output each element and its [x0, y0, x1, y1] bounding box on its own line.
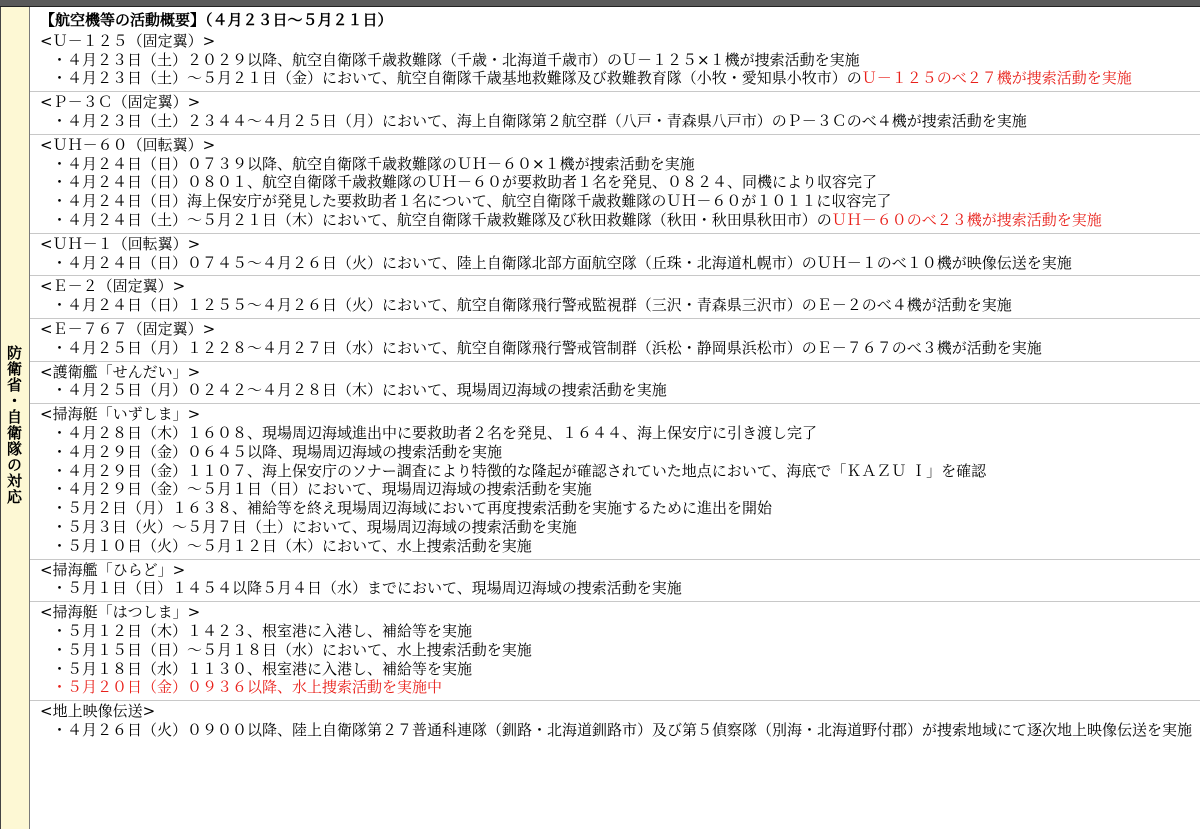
- section-title: <Ｅ－７６７（固定翼）>: [40, 319, 216, 338]
- section-title: <地上映像伝送>: [40, 702, 156, 721]
- section-divider: [30, 134, 1200, 135]
- list-item: [40, 381, 1200, 400]
- section-list: [40, 32, 1200, 740]
- item-text: ・４月２４日（土）～５月２１日（木）において、航空自衛隊千歳救難隊及び秋田救難隊（秋田・秋田県秋田市）の: [52, 210, 832, 229]
- section-divider: [30, 91, 1200, 92]
- list-item: [40, 424, 1200, 443]
- item-text: ・５月３日（火）～５月７日（土）において、現場周辺海域の捜索活動を実施: [52, 517, 577, 536]
- list-item: [40, 296, 1200, 315]
- item-text: ・４月２９日（金）０６４５以降、現場周辺海域の捜索活動を実施: [52, 442, 503, 461]
- summary-heading: 【航空機等の活動概要】（４月２３日～５月２１日）: [40, 11, 393, 29]
- item-text: ・５月１日（日）１４５４以降５月４日（水）までにおいて、現場周辺海域の捜索活動を実施: [52, 579, 682, 598]
- section-divider: [30, 403, 1200, 404]
- section-block: [40, 702, 1200, 740]
- item-text: ・４月２４日（日）０７３９以降、航空自衛隊千歳救難隊のＵＨ－６０×１機が捜索活動を実施: [52, 154, 695, 173]
- section-title: <Ｅ－２（固定翼）>: [40, 277, 186, 296]
- section-divider: [30, 318, 1200, 319]
- item-text: ・４月２３日（土）２３４４～４月２５日（月）において、海上自衛隊第２航空群（八戸・青森県八戸市）のＰ－３Ｃのべ４機が捜索活動を実施: [52, 111, 1027, 130]
- item-text: ・４月２４日（日）０８０１、航空自衛隊千歳救難隊のＵＨ－６０が要救助者１名を発見、０８２４、同機により収容完了: [52, 173, 878, 192]
- list-item: [40, 254, 1200, 273]
- section-divider: [30, 233, 1200, 234]
- section-block: [40, 235, 1200, 273]
- item-text: ・４月２３日（土）２０２９以降、航空自衛隊千歳救難隊（千歳・北海道千歳市）のＵ－１２５×１機が捜索活動を実施: [52, 50, 860, 69]
- list-item: [40, 721, 1200, 740]
- list-item: [40, 112, 1200, 131]
- item-text: ・４月２５日（月）１２２８～４月２７日（水）において、航空自衛隊飛行警戒管制群（浜松・静岡県浜松市）のＥ－７６７のべ３機が活動を実施: [52, 338, 1042, 357]
- section-title: <ＵＨ－６０（回転翼）>: [40, 135, 216, 154]
- list-item: [40, 499, 1200, 518]
- item-text: ・５月１８日（水）１１３０、根室港に入港し、補給等を実施: [52, 659, 473, 678]
- section-title: <掃海艇「はつしま」>: [40, 603, 201, 622]
- section-title: <ＵＨ－１（回転翼）>: [40, 234, 201, 253]
- section-block: [40, 363, 1200, 401]
- section-divider: [30, 275, 1200, 276]
- item-text: ・５月１２日（木）１４２３、根室港に入港し、補給等を実施: [52, 621, 473, 640]
- section-block: [40, 136, 1200, 230]
- highlighted-text: ・５月２０日（金）０９３６以降、水上捜索活動を実施中: [52, 678, 443, 697]
- section-block: [40, 277, 1200, 315]
- section-title: <Ｐ－３Ｃ（固定翼）>: [40, 93, 201, 112]
- item-text: ・４月２４日（日）海上保安庁が発見した要救助者１名について、航空自衛隊千歳救難隊のＵＨ－６０が１０１１に収容完了: [52, 192, 892, 211]
- item-text: ・５月１０日（火）～５月１２日（木）において、水上捜索活動を実施: [52, 536, 532, 555]
- list-item: [40, 155, 1200, 174]
- item-text: ・５月１５日（日）～５月１８日（水）において、水上捜索活動を実施: [52, 640, 532, 659]
- report-table: [0, 7, 1200, 829]
- list-item: [40, 211, 1200, 230]
- section-title: <掃海艇「いずしま」>: [40, 405, 201, 424]
- item-text: ・５月２日（月）１６３８、補給等を終え現場周辺海域において再度捜索活動を実施するために進出を開始: [52, 499, 773, 518]
- highlighted-text: Ｕ－１２５のべ２７機が捜索活動を実施: [861, 69, 1132, 88]
- list-item: [40, 192, 1200, 211]
- list-item: [40, 480, 1200, 499]
- section-divider: [30, 700, 1200, 701]
- section-block: [40, 93, 1200, 131]
- section-divider: [30, 559, 1200, 560]
- item-text: ・４月２３日（土）～５月２１日（金）において、航空自衛隊千歳基地救難隊及び救難教育隊（小牧・愛知県小牧市）の: [52, 69, 862, 88]
- item-text: ・４月２４日（日）１２５５～４月２６日（火）において、航空自衛隊飛行警戒監視群（三沢・青森県三沢市）のＥ－２のべ４機が活動を実施: [52, 296, 1012, 315]
- top-border: [0, 0, 1200, 7]
- section-title: <護衛艦「せんだい」>: [40, 362, 201, 381]
- highlighted-text: ＵＨ－６０のべ２３機が捜索活動を実施: [831, 210, 1102, 229]
- list-item: [40, 660, 1200, 679]
- list-item: [40, 173, 1200, 192]
- section-divider: [30, 601, 1200, 602]
- section-block: [40, 603, 1200, 697]
- item-text: ・４月２９日（金）～５月１日（日）において、現場周辺海域の捜索活動を実施: [52, 480, 592, 499]
- item-text: ・４月２８日（木）１６０８、現場周辺海域進出中に要救助者２名を発見、１６４４、海上保安庁に引き渡し完了: [52, 423, 818, 442]
- section-block: [40, 320, 1200, 358]
- list-item: [40, 641, 1200, 660]
- section-divider: [30, 361, 1200, 362]
- list-item: [40, 622, 1200, 641]
- section-title: <掃海艦「ひらど」>: [40, 560, 186, 579]
- list-item: [40, 339, 1200, 358]
- list-item: [40, 69, 1200, 88]
- item-text: ・４月２４日（日）０７４５～４月２６日（火）において、陸上自衛隊北部方面航空隊（丘珠・北海道札幌市）のＵＨ－１のべ１０機が映像伝送を実施: [52, 253, 1072, 272]
- list-item: [40, 678, 1200, 697]
- item-text: ・４月２６日（火）０９００以降、陸上自衛隊第２７普通科連隊（釧路・北海道釧路市）及び第５偵察隊（別海・北海道野付郡）が捜索地域にて逐次地上映像伝送を実施: [52, 720, 1193, 739]
- section-block: [40, 405, 1200, 555]
- list-item: [40, 537, 1200, 556]
- section-block: [40, 561, 1200, 599]
- activity-summary: [30, 7, 1200, 829]
- item-text: ・４月２５日（月）０２４２～４月２８日（木）において、現場周辺海域の捜索活動を実施: [52, 381, 667, 400]
- list-item: [40, 518, 1200, 537]
- list-item: [40, 462, 1200, 481]
- list-item: [40, 579, 1200, 598]
- section-block: [40, 32, 1200, 88]
- category-label: 防衛省・自衛隊の対応: [5, 345, 23, 505]
- item-text: ・４月２９日（金）１１０７、海上保安庁のソナー調査により特徴的な隆起が確認されていた地点において、海底で「ＫＡＺＵ Ｉ」を確認: [52, 461, 987, 480]
- category-column: [1, 7, 30, 829]
- list-item: [40, 443, 1200, 462]
- section-title: <Ｕ－１２５（固定翼）>: [40, 31, 216, 50]
- list-item: [40, 51, 1200, 70]
